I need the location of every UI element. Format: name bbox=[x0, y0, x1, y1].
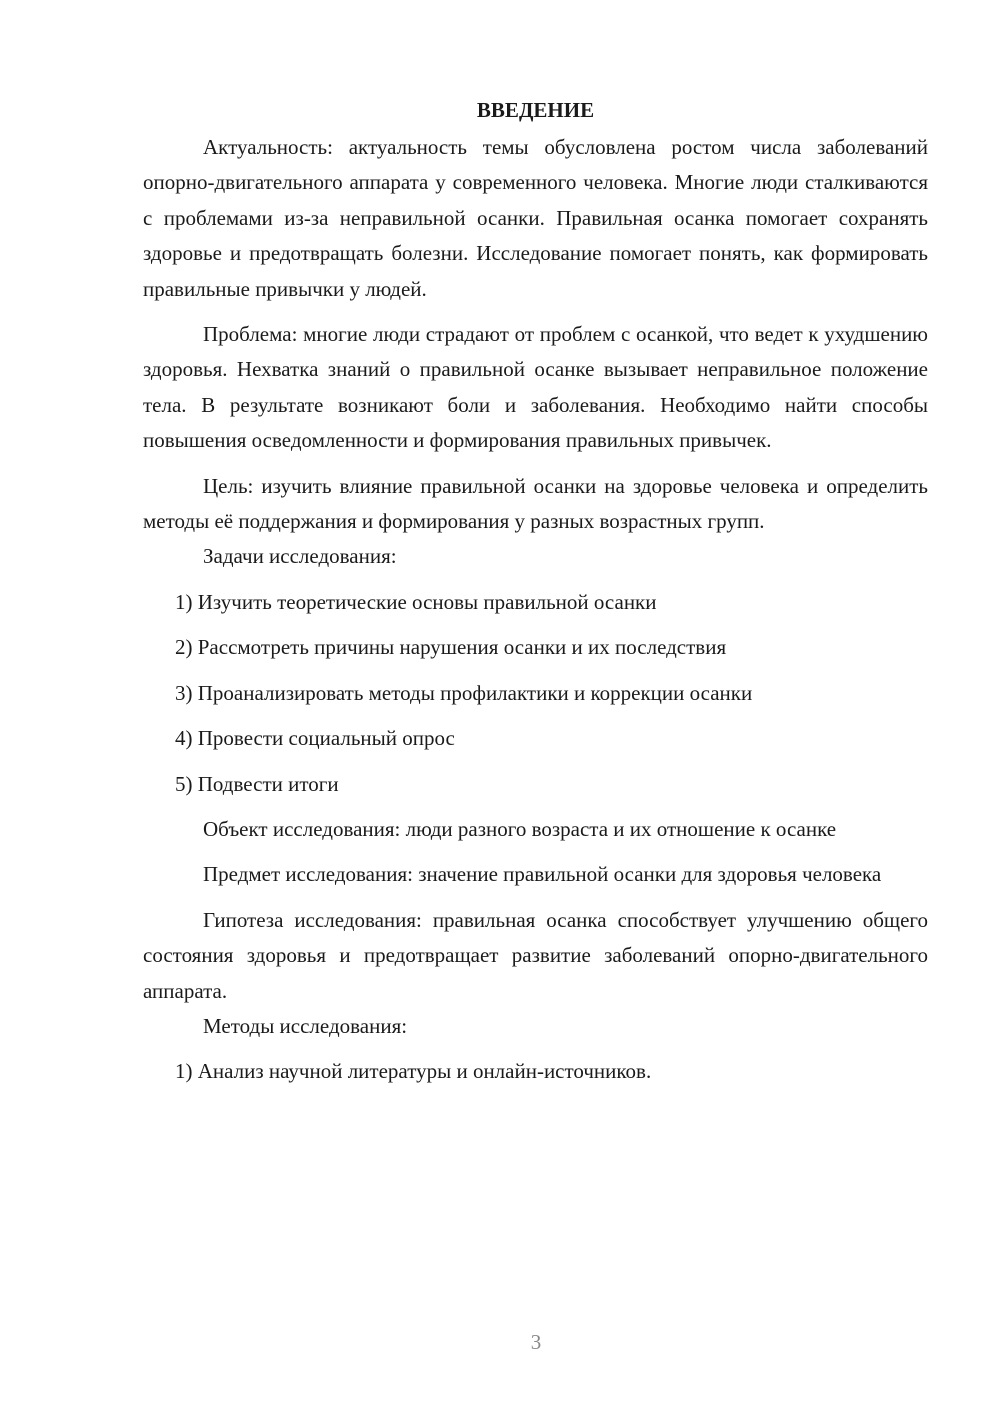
subject-paragraph: Предмет исследования: значение правильной осанки для здоровья человека bbox=[203, 862, 882, 887]
list-item: 5) Подвести итоги bbox=[175, 771, 339, 796]
methods-heading: Методы исследования: bbox=[203, 1013, 408, 1038]
list-item: 4) Провести социальный опрос bbox=[175, 726, 455, 751]
page-number: 3 bbox=[530, 1330, 542, 1354]
page-title: ВВЕДЕНИЕ bbox=[476, 98, 595, 122]
goal-paragraph: Цель: изучить влияние правильной осанки на здоровье человека и определить методы её поддержания и формирования у разных возрастных групп. bbox=[143, 473, 928, 534]
relevance-paragraph: Актуальность: актуальность темы обусловлена ростом числа заболеваний опорно-двигательного аппарата у современного человека. Многие люди сталкиваются с проблемами из-за неправильной осанки. Правильная осанка помогает сохранять здоровье и предотвращать болезни. Исследование помогает понять, как формировать правильные привычки у людей. bbox=[143, 135, 928, 301]
list-item: 3) Проанализировать методы профилактики и коррекции осанки bbox=[175, 680, 753, 705]
problem-paragraph: Проблема: многие люди страдают от проблем с осанкой, что ведет к ухудшению здоровья. Нехватка знаний о правильной осанке вызывает неправильное положение тела. В результате возникают боли и заболевания. Необходимо найти способы повышения осведомленности и формирования правильных привычек. bbox=[143, 322, 928, 453]
hypothesis-paragraph: Гипотеза исследования: правильная осанка способствует улучшению общего состояния здоровья и предотвращает развитие заболеваний опорно-двигательного аппарата. bbox=[143, 907, 928, 1003]
list-item: 1) Анализ научной литературы и онлайн-источников. bbox=[175, 1059, 652, 1084]
list-item: 2) Рассмотреть причины нарушения осанки и их последствия bbox=[175, 635, 727, 660]
document-page bbox=[143, 90, 928, 1090]
methods-list bbox=[143, 1054, 928, 1089]
tasks-heading: Задачи исследования: bbox=[203, 544, 397, 569]
object-paragraph: Объект исследования: люди разного возраста и их отношение к осанке bbox=[203, 816, 837, 841]
list-item: 1) Изучить теоретические основы правильной осанки bbox=[175, 589, 657, 614]
tasks-list bbox=[143, 585, 928, 802]
